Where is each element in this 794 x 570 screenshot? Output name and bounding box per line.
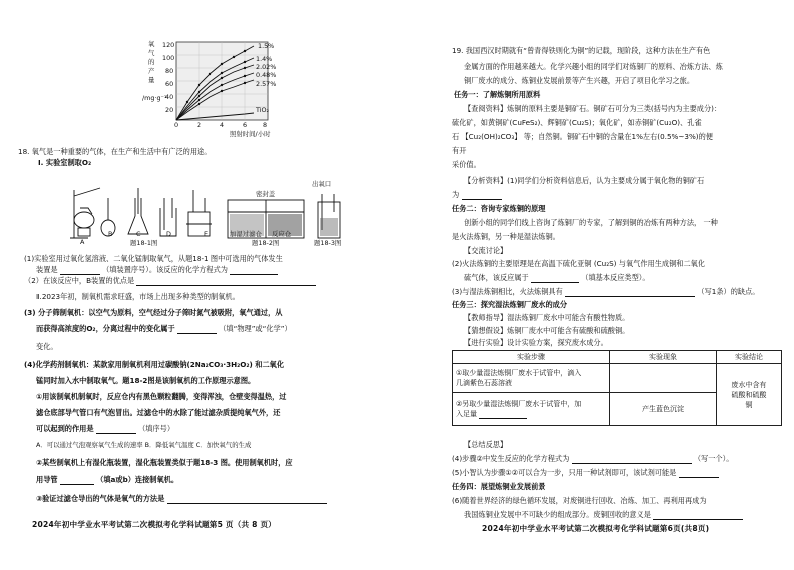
q4-answer-blank-1[interactable] [96,425,136,434]
q4-line6: ②某些制氧机上有湿化瓶装置，湿化瓶装置类似于题18-3 图。使用制氧机时，应 [36,458,293,467]
q1-text: 装置是 [36,265,58,274]
table-header-row [453,351,782,364]
x-tick: 0 [174,121,179,129]
q6r-line2 [464,510,743,520]
fig-18-2-left: 加湿过滤仓 [230,230,262,238]
q4r-line [452,454,733,464]
fig-18-3-outlet: 出氧口 [312,180,332,188]
y-tick: 20 [165,106,174,114]
q4r-text: (4)步骤②中发生反应的化学方程式为 [452,454,570,463]
table-answer-blank[interactable] [479,410,527,419]
apparatus-label-d: D [166,230,171,238]
x-tick: 6 [243,121,248,129]
q2-answer-blank[interactable] [136,277,316,286]
y-tick: 60 [165,80,174,88]
q4-text: （填a或b）连接制氧机。 [96,475,179,484]
right-page-footer: 2024年初中学业水平考试第二次模拟考化学科试题第6页(共8页) [482,524,710,533]
q4-answer-blank-2[interactable] [60,476,94,485]
q1-line1: (1)实验室用过氧化氢溶液、二氧化锰制取氧气，从题18-1 图中可选用的气体发生 [24,254,283,263]
ref-line2: 硫化矿，如黄铜矿(CuFeS₂)、辉铜矿(Cu₂S)；氧化矿，如赤铜矿(Cu₂O)、孔雀 [452,118,702,127]
chart-y-unit: /mg·g⁻¹ [142,94,167,102]
q6r-line1: (6)随着世界经济的绿色循环发展，对废铜进行回收、冶炼、加工、再利用再成为 [452,496,707,505]
q1-line2 [36,265,278,275]
series-label: TiO₂ [256,106,270,114]
task1-title: 任务一：了解炼铜所用原料 [454,90,541,99]
x-tick: 4 [220,121,225,129]
table-cell-text: 废水中含有 [731,380,767,389]
x-tick: 8 [263,121,268,129]
chart-y-label: 氧 气 的 产 量 [148,40,155,84]
table-cell-step [453,393,610,426]
q3r-text: (3)与湿法炼铜相比，火法炼铜具有 [452,287,563,296]
q3r-answer-blank[interactable] [565,288,695,297]
q1-text: （填装置序号）。该反应的化学方程式为 [102,265,228,274]
fig-18-3-caption: 题18-3图 [314,239,342,247]
table-cell-text: 几滴紫色石蕊溶液 [456,379,512,387]
series-label: 2.02% [256,63,277,71]
q4r-answer-blank[interactable] [572,455,692,464]
q4-line1: (4)化学药剂制氧机：某款家用制氧机利用过碳酸钠(2Na₂CO₃·3H₂O₂) 和二氧化 [24,360,285,369]
q18-title: 18. 氧气是一种重要的气体，在生产和生活中有广泛的用途。 [18,147,212,156]
q3-text: （填“物理”或“化学”） [219,324,292,333]
table-header: 实验结论 [717,351,782,364]
q5r-text: (5)小智认为步骤①②可以合为一步，只用一种试剂即可，该试剂可能是 [452,468,677,477]
task3-title: 任务三：探究湿法炼铜厂废水的成分 [452,300,568,309]
table-cell-text: 硫酸和硫酸 [731,390,767,399]
ref-line4: 有开 [452,146,467,155]
x-tick: 2 [197,121,202,129]
q6r-answer-blank[interactable] [653,511,743,520]
section-2-title: Ⅱ.2023年初，制氧机需求旺盛，市场上出现多种类型的制氧机。 [36,292,240,301]
task4-title: 任务四：展望炼铜业发展前景 [452,482,546,491]
q4-line5 [36,424,174,434]
table-cell-text: 铜 [745,400,753,409]
table-cell-conclusion [717,364,782,426]
q2r-line1: (2)火法炼铜的主要原理是在高温下硫化亚铜 (Cu₂S) 与氧气作用生成铜和二氧化 [452,259,706,268]
table-cell-phenomenon-input[interactable] [610,364,717,393]
q4-line3: ①用该制氧机制氧时，反应仓内有黑色颗粒翻腾，变得浑浊，仓壁变得温热，过 [36,392,287,401]
q1-answer-blank-1[interactable] [60,266,100,275]
expert-line2: 是火法炼铜，另一种是湿法炼铜。 [452,232,560,241]
series-label: 2.57% [256,80,277,88]
table-row [453,364,782,393]
q2r-answer-blank[interactable] [531,274,579,283]
table-header: 实验现象 [610,351,717,364]
fig-18-1-caption: 题18-1图 [130,239,158,247]
q2-line [24,276,316,286]
table-header: 实验步骤 [453,351,610,364]
discussion-title: 【交流讨论】 [464,246,508,255]
q4-text: 可以起到的作用是 [36,424,94,433]
analysis-line1: 【分析资料】(1)同学们分析资料信息后，认为主要成分属于氧化物的铜矿石 [464,176,705,185]
series-label: 1.4% [256,55,273,63]
ref-line1: 【查阅资料】炼铜的原料主要是铜矿石。铜矿石可分为三类(括号内为主要成分)： [464,104,722,113]
y-tick: 40 [165,93,174,101]
apparatus-label-b: B [108,230,113,238]
apparatus-label-c: C [136,230,141,238]
apparatus-figure [60,168,360,248]
y-tick: 100 [162,54,175,62]
apparatus-label-a: A [80,238,85,246]
table-cell-text: 入足量 [456,410,477,418]
q4-line4: 滤仓底部导气管口有气泡冒出。过滤仓中的水除了能过滤杂质提纯氧气外，还 [36,408,281,417]
left-page-footer: 2024年初中学业水平考试第二次模拟考化学科试题第5 页（共 8 页） [32,520,277,529]
q4-options: A．可以通过气泡观察氧气生成的速率 B．降低氧气温度 C．加快氧气的生成 [36,441,252,449]
q2-text: （2）在该反应中，B装置的优点是 [24,276,135,285]
oxygen-yield-chart [140,40,290,140]
table-cell-text [456,409,606,419]
q5r-answer-blank[interactable] [679,469,719,478]
q4-text: ③验证过滤仓导出的气体是氧气的方法是 [36,494,165,503]
table-cell-text: ②另取少量湿法炼铜厂废水于试管中，加 [456,400,582,408]
analysis-line2 [452,190,502,200]
q4-text: 用导管 [36,475,58,484]
task2-title: 任务二：咨询专家炼铜的原理 [452,204,546,213]
q4-line2: 锰同时加入水中制取氧气。题18-2图是该制氧机的工作原理示意图。 [36,376,256,385]
q3-text: 而获得高浓度的O₂，分离过程中的变化属于 [36,324,175,333]
q19-line3: 铜厂废水的成分、炼铜业发展前景等产生兴趣，开启了项目化学习之旅。 [464,76,695,85]
series-label: 1.5% [258,42,275,50]
q4-answer-blank-3[interactable] [167,495,327,504]
ref-line5: 采价值。 [452,160,481,169]
chart-x-label: 照射时间/小时 [230,130,271,138]
section-1-title: Ⅰ. 实验室制取O₂ [38,158,92,167]
ref-line3: 石 【Cu₂(OH)₂CO₃】 等；自然铜。铜矿石中铜的含量在1%左右(0.5%~3%)的便 [452,132,713,141]
q2r-text: （填基本反应类型）。 [581,273,650,282]
q4-text: （填序号） [138,424,175,433]
q4-line7 [36,475,178,485]
analysis-text: 为 [452,190,460,199]
q3-answer-blank[interactable] [177,325,217,334]
hypothesis: 【猜想假设】炼铜厂废水中可能含有硫酸和硫酸铜。 [464,326,630,335]
q2r-text: 硫气体，该反应属于 [464,273,529,282]
q2r-line2 [464,273,650,283]
fig-18-2-caption: 题18-2图 [252,239,280,247]
q4-line8 [36,494,327,504]
y-tick: 80 [165,67,174,75]
q1-answer-blank-2[interactable] [230,266,278,275]
q3r-line [452,287,759,297]
q19-line1: 19. 我国西汉时期就有“曾青得铁则化为铜”的记载，现阶段，这种方法在生产有色 [452,46,711,55]
series-label: 0.48% [256,71,277,79]
table-cell-text: ①取少量湿法炼铜厂废水于试管中，滴入 [456,369,582,377]
analysis-answer-blank[interactable] [462,191,502,200]
experiment-table [452,350,782,426]
q5r-line [452,468,719,478]
table-cell-phenomenon: 产生蓝色沉淀 [610,393,717,426]
teacher-note: 【教师指导】湿法炼铜厂废水中可能含有酸性物质。 [464,313,630,322]
q3-line3: 变化。 [36,342,58,351]
y-tick: 120 [162,41,175,49]
fig-18-2-right: 反应仓 [272,230,292,238]
q3-line1: (3) 分子筛制氧机：以空气为原料，空气经过分子筛时氮气被吸附，氧气通过，从 [24,308,283,317]
q19-line2: 金属方面的作用越来越大。化学兴趣小组的同学们对炼铜厂的原料、冶炼方法、炼 [464,62,723,71]
experiment-intro: 【进行实验】设计实验方案，探究废水成分。 [464,338,608,347]
q3r-text: （写1条）的缺点。 [697,287,760,296]
apparatus-label-e: E [204,230,209,238]
summary-title: 【总结反思】 [464,440,508,449]
fig-18-2-seal: 密封盖 [256,190,276,198]
q4r-text: （写一个）。 [693,454,734,463]
q3-line2 [36,324,292,334]
expert-line1: 创新小组的同学们线上咨询了炼铜厂的专家，了解到铜的冶炼有两种方法， 一种 [464,218,718,227]
q6r-text: 我国炼铜业发展中不可缺少的组成部分。废铜回收的意义是 [464,510,651,519]
table-cell-step [453,364,610,393]
